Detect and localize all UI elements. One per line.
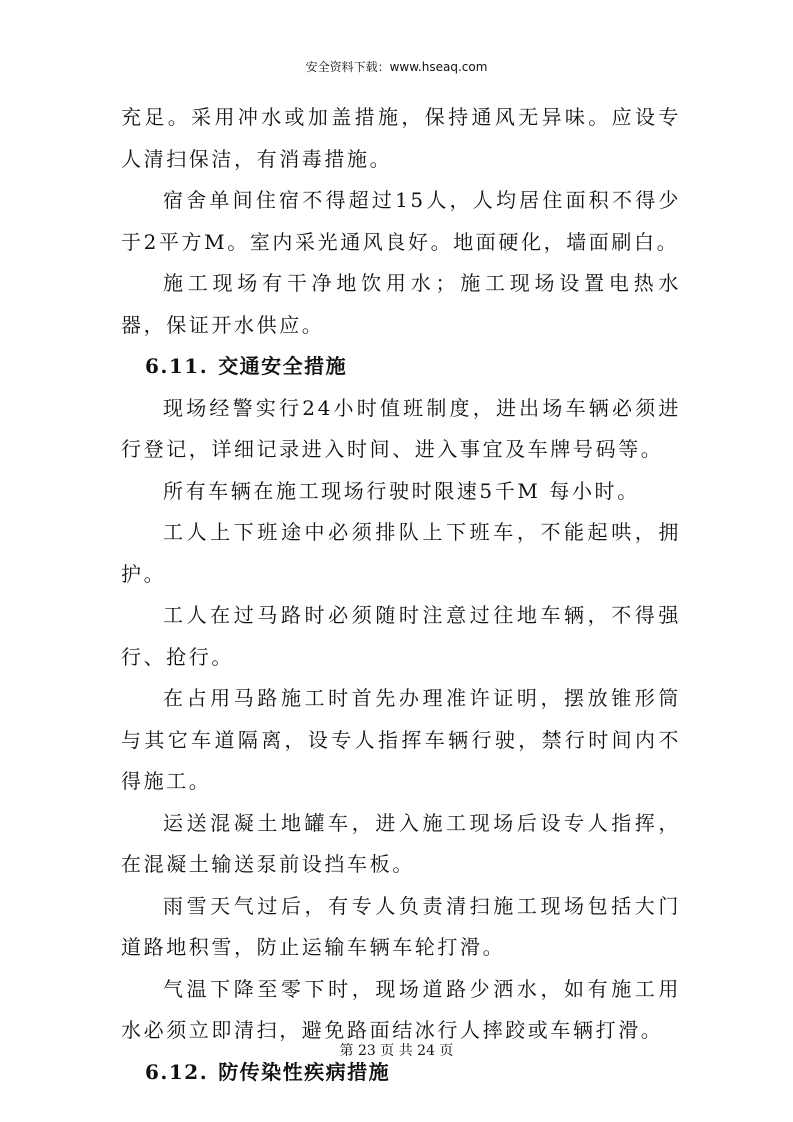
- paragraph: 运送混凝土地罐车，进入施工现场后设专人指挥，在混凝土输送泵前设挡车板。: [121, 810, 681, 876]
- paragraph: 充足。采用冲水或加盖措施，保持通风无异味。应设专人清扫保洁，有消毒措施。: [121, 105, 681, 171]
- paragraph: 气温下降至零下时，现场道路少洒水，如有施工用水必须立即清扫，避免路面结冰行人摔跤或车辆打滑。: [121, 976, 681, 1042]
- paragraph: 雨雪天气过后，有专人负责清扫施工现场包括大门道路地积雪，防止运输车辆车轮打滑。: [121, 893, 681, 959]
- paragraph: 工人在过马路时必须随时注意过往地车辆，不得强行、抢行。: [121, 603, 681, 669]
- document-body: [121, 97, 681, 1093]
- paragraph: 现场经警实行24小时值班制度，进出场车辆必须进行登记，详细记录进入时间、进入事宜及车牌号码等。: [121, 395, 681, 461]
- page-footer: 第 23 页 共 24 页: [339, 1043, 454, 1059]
- section-heading-6-11: [121, 346, 681, 388]
- paragraph: 在占用马路施工时首先办理准许证明，摆放锥形筒与其它车道隔离，设专人指挥车辆行驶，禁行时间内不得施工。: [121, 686, 681, 793]
- section-title: 交通安全措施: [218, 354, 348, 378]
- paragraph: 所有车辆在施工现场行驶时限速5千M 每小时。: [163, 478, 640, 503]
- page-header: 安全资料下载：www.hseaq.com: [305, 60, 488, 74]
- section-number: 6.12.: [145, 1059, 209, 1084]
- paragraph: 宿舍单间住宿不得超过15人，人均居住面积不得少于2平方M。室内采光通风良好。地面硬化，墙面刷白。: [121, 188, 681, 254]
- paragraph: 施工现场有干净地饮用水；施工现场设置电热水器，保证开水供应。: [121, 271, 681, 337]
- section-title: 防传染性疾病措施: [218, 1059, 391, 1084]
- paragraph: 工人上下班途中必须排队上下班车，不能起哄，拥护。: [121, 520, 681, 586]
- section-number: 6.11.: [145, 354, 209, 378]
